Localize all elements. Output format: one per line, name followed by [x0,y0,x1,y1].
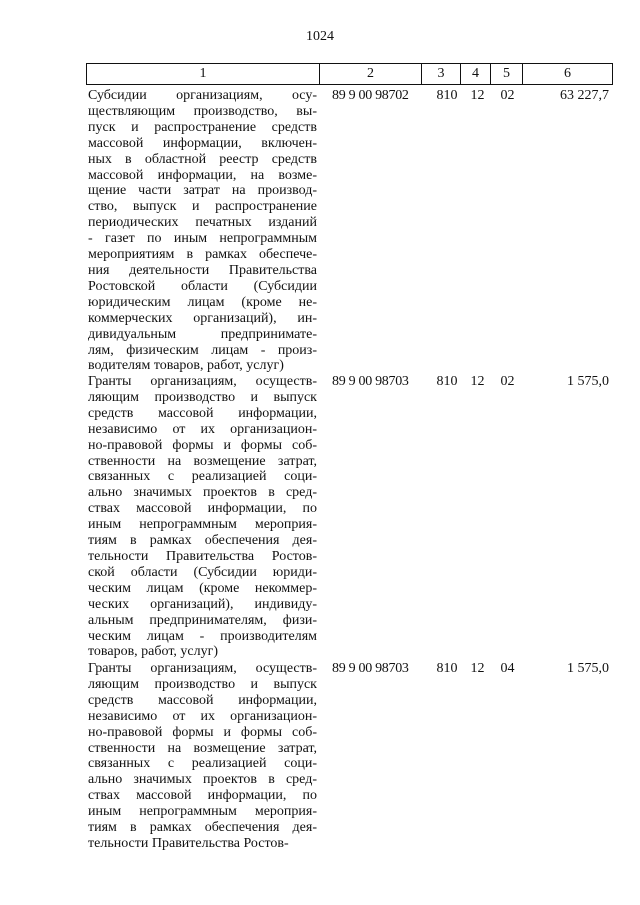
row-subsection: 02 [500,88,515,103]
description-line: но-правовой формы и формы соб- [88,724,317,740]
row-amount: 1 575,0 [567,661,609,676]
description-line: ляющим производство и выпуск [88,389,317,405]
description-line: средств массовой информации, [88,692,317,708]
description-line: независимо от их организацион- [88,708,317,724]
table-header [86,63,613,85]
row-section: 12 [470,661,485,676]
description-line: лям, физическим лицам - произ- [88,342,317,358]
row-target-code: 89 9 00 98702 [332,88,409,103]
description-line: водителям товаров, работ, услуг) [88,358,284,374]
row-expense-type: 810 [436,661,458,676]
description-line: ческих организаций), индивиду- [88,596,317,612]
description-line: товаров, работ, услуг) [88,644,219,660]
description-line: Ростовской области (Субсидии [88,278,317,294]
header-col-2: 2 [320,64,422,85]
description-line: ской области (Субсидии юриди- [88,564,317,580]
description-line: средств массовой информации, [88,405,317,421]
description-line: ство, выпуск и распространение [88,199,317,215]
description-line: ческим лицам - производителям [88,628,317,644]
row-expense-type: 810 [436,88,458,103]
description-line: Субсидии организациям, осу- [88,88,317,103]
description-line: Гранты организациям, осуществ- [88,374,317,389]
description-line: массовой информации, включен- [88,135,317,151]
description-line: массовой информации, на возме- [88,167,317,183]
header-col-3: 3 [422,64,461,85]
description-line: иным непрограммным мероприя- [88,804,317,820]
description-line: дивидуальным предпринимате- [88,326,317,342]
description-line: ственности на возмещение затрат, [88,453,317,469]
description-line: щение части затрат на производ- [88,183,317,199]
description-line: тиям в рамках обеспечения дея- [88,820,317,836]
row-description [88,88,317,374]
description-line: альным предпринимателям, физи- [88,612,317,628]
description-line: ществляющим производство, вы- [88,103,317,119]
description-line: ния деятельности Правительства [88,262,317,278]
description-line: ствах массовой информации, по [88,501,317,517]
header-col-4: 4 [461,64,491,85]
row-target-code: 89 9 00 98703 [332,374,409,389]
description-line: ально значимых проектов в сред- [88,485,317,501]
description-line: ственности на возмещение затрат, [88,740,317,756]
description-line: связанных с реализацией соци- [88,756,317,772]
description-line: но-правовой формы и формы соб- [88,437,317,453]
row-subsection: 02 [500,374,515,389]
description-line: ных в областной реестр средств [88,151,317,167]
description-line: тельности Правительства Ростов- [88,548,317,564]
row-amount: 63 227,7 [560,88,609,103]
description-line: Гранты организациям, осуществ- [88,661,317,676]
header-col-1: 1 [87,64,320,85]
description-line: - газет по иным непрограммным [88,231,317,247]
description-line: юридическим лицам (кроме не- [88,294,317,310]
description-line: коммерческих организаций), ин- [88,310,317,326]
description-line: иным непрограммным мероприя- [88,517,317,533]
row-section: 12 [470,88,485,103]
description-line: ально значимых проектов в сред- [88,772,317,788]
row-amount: 1 575,0 [567,374,609,389]
row-description [88,661,317,852]
row-section: 12 [470,374,485,389]
row-description [88,374,317,660]
description-line: тиям в рамках обеспечения дея- [88,533,317,549]
row-target-code: 89 9 00 98703 [332,661,409,676]
description-line: независимо от их организацион- [88,421,317,437]
description-line: периодических печатных изданий [88,215,317,231]
row-expense-type: 810 [436,374,458,389]
description-line: связанных с реализацией соци- [88,469,317,485]
header-col-6: 6 [523,64,613,85]
row-subsection: 04 [500,661,515,676]
description-line: ствах массовой информации, по [88,788,317,804]
description-line: тельности Правительства Ростов- [88,835,289,851]
description-line: ляющим производство и выпуск [88,676,317,692]
description-line: пуск и распространение средств [88,119,317,135]
description-line: мероприятиям в рамках обеспече- [88,247,317,263]
description-line: ческим лицам (кроме некоммер- [88,580,317,596]
header-col-5: 5 [491,64,523,85]
page-number: 1024 [306,29,334,44]
